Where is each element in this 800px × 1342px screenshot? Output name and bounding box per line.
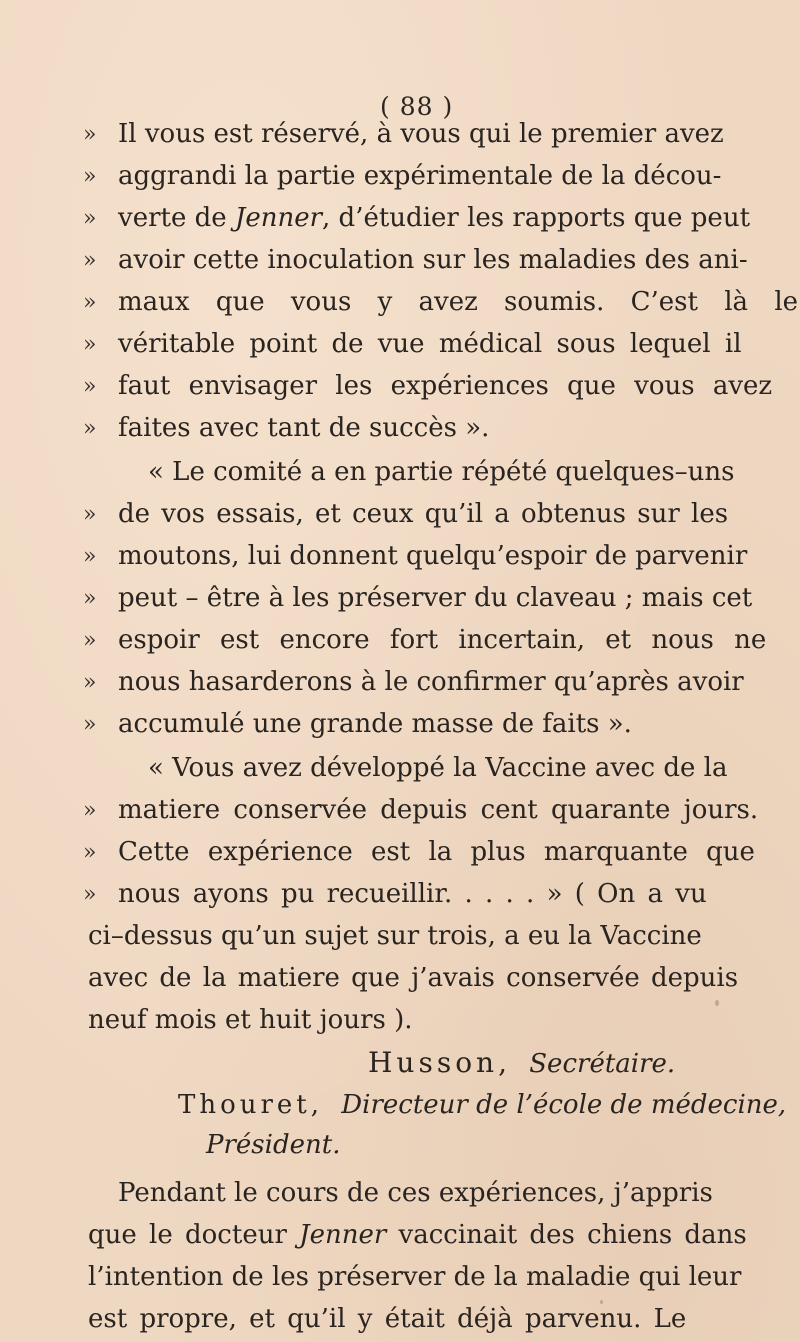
paper-spot [600, 1300, 603, 1304]
quote-mark: » [83, 374, 97, 399]
page-number: ( 88 ) [380, 92, 454, 121]
quote-mark: » [83, 290, 97, 315]
quote-mark: » [83, 882, 97, 907]
text-line: verte de Jenner, d’étudier les rapports que peut [118, 203, 751, 233]
text-line: nous hasarderons à le confirmer qu’après avoir [118, 667, 744, 697]
text-line: neuf mois et huit jours ). [88, 1005, 413, 1035]
proper-name: Jenner [299, 1220, 387, 1250]
text-line: est propre, et qu’il y était déjà parvenu. Le [88, 1304, 687, 1334]
text-line: aggrandi la partie expérimentale de la décou- [118, 161, 722, 191]
text-line: « Vous avez développé la Vaccine avec de la [148, 753, 728, 783]
quote-mark: » [83, 712, 97, 737]
text-line: Pendant le cours de ces expériences, j’appris [118, 1178, 713, 1208]
signer-title: Directeur de l’école de médecine, [341, 1090, 787, 1120]
quote-mark: » [83, 670, 97, 695]
paper-spot [715, 1000, 719, 1006]
quote-mark: » [83, 206, 97, 231]
quote-mark: » [83, 840, 97, 865]
proper-name: Jenner [234, 203, 323, 233]
text-line: ci–dessus qu’un sujet sur trois, a eu la Vaccine [88, 921, 702, 951]
signature-thouret [178, 1088, 786, 1122]
text-line: nous ayons pu recueillir. . . . . » ( On a vu [118, 879, 707, 909]
text-line: Il vous est réservé, à vous qui le premier avez [118, 119, 724, 149]
text-line: l’intention de les préserver de la maladie qui leur [88, 1262, 742, 1292]
text-line: avec de la matiere que j’avais conservée depuis [88, 963, 739, 993]
signer-name: Husson, [368, 1046, 511, 1079]
text-line: véritable point de vue médical sous lequel il [118, 329, 742, 359]
text-line: faites avec tant de succès ». [118, 413, 490, 443]
quote-mark: » [83, 416, 97, 441]
quote-mark: » [83, 248, 97, 273]
signature-president: Président. [206, 1130, 341, 1160]
signer-name: Thouret, [178, 1090, 324, 1120]
text-line: maux que vous y avez soumis. C’est là le [118, 287, 799, 317]
text-line: espoir est encore fort incertain, et nous ne [118, 625, 767, 655]
quote-mark: » [83, 798, 97, 823]
text-line: faut envisager les expériences que vous avez [118, 371, 773, 401]
quote-mark: » [83, 586, 97, 611]
quote-mark: » [83, 332, 97, 357]
signer-title: Secrétaire. [529, 1049, 676, 1079]
text-line: « Le comité a en partie répété quelques–uns [148, 457, 735, 487]
quote-mark: » [83, 628, 97, 653]
signature-husson [368, 1046, 675, 1081]
text-line: peut – être à les préserver du claveau ; mais cet [118, 583, 753, 613]
quote-mark: » [83, 502, 97, 527]
quote-mark: » [83, 164, 97, 189]
quote-mark: » [83, 544, 97, 569]
text-line: que le docteur Jenner vaccinait des chiens dans [88, 1220, 747, 1250]
text-line: Cette expérience est la plus marquante que [118, 837, 755, 867]
text-line: accumulé une grande masse de faits ». [118, 709, 632, 739]
text-line: moutons, lui donnent quelqu’espoir de parvenir [118, 541, 748, 571]
quote-mark: » [83, 122, 97, 147]
text-line: avoir cette inoculation sur les maladies des ani- [118, 245, 748, 275]
text-line: matiere conservée depuis cent quarante jours. [118, 795, 759, 825]
text-line: de vos essais, et ceux qu’il a obtenus sur les [118, 499, 729, 529]
